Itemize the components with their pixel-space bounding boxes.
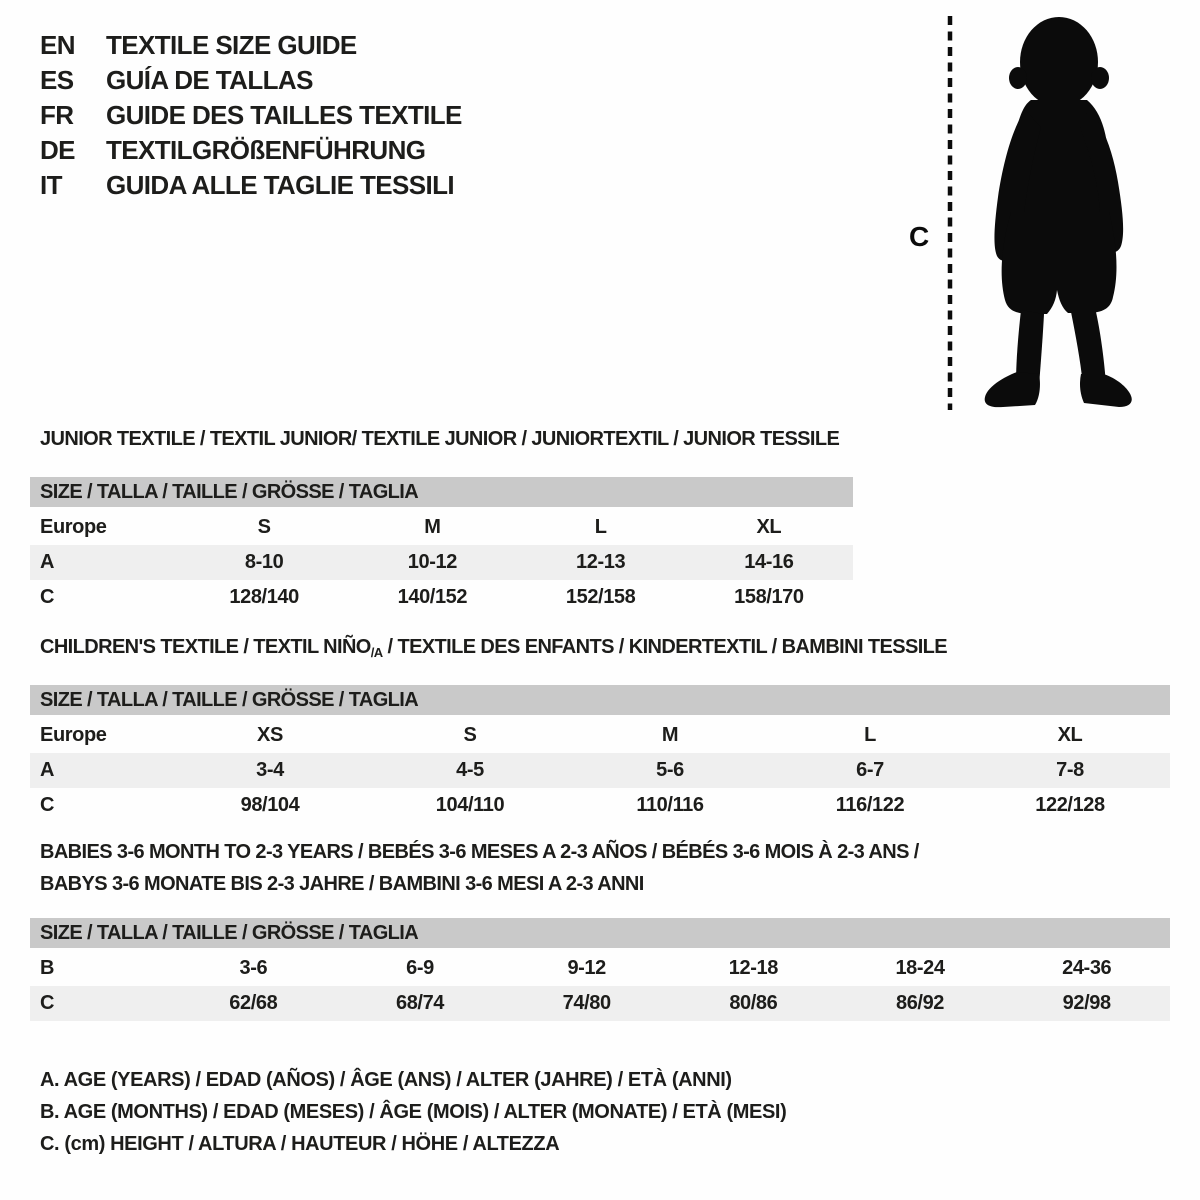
children-textile-section [30, 636, 1170, 823]
size-cell: 116/122 [835, 794, 905, 816]
row-label: A [40, 759, 55, 781]
language-title: TEXTILE SIZE GUIDE [106, 30, 357, 60]
language-row-it [40, 168, 462, 203]
toddler-silhouette-icon [985, 17, 1132, 407]
babies-section-title-line2: BABYS 3-6 MONATE BIS 2-3 JAHRE / BAMBINI 3-6 MESI A 2-3 ANNI [40, 873, 644, 895]
table-row-height [30, 986, 1170, 1021]
junior-size-table [30, 477, 853, 615]
size-cell: 9-12 [567, 957, 606, 979]
children-size-table [30, 685, 1170, 823]
size-cell: 140/152 [397, 586, 468, 608]
row-label: Europe [40, 516, 107, 538]
children-section-title [40, 636, 1170, 659]
size-cell: 98/104 [240, 794, 300, 816]
row-label: B [40, 957, 55, 979]
language-code: DE [40, 135, 75, 165]
language-code: ES [40, 65, 74, 95]
size-cell: L [594, 516, 607, 538]
size-cell: XS [257, 724, 283, 746]
size-cell: 128/140 [229, 586, 299, 608]
size-cell: 104/110 [435, 794, 505, 816]
language-row-fr [40, 98, 462, 133]
size-cell: S [463, 724, 477, 746]
table-row-age-months [30, 951, 1170, 986]
size-cell: 152/158 [565, 586, 636, 608]
size-cell: 14-16 [744, 551, 794, 573]
children-title-post: / TEXTILE DES ENFANTS / KINDERTEXTIL / BAMBINI TESSILE [382, 636, 948, 658]
language-title: GUÍA DE TALLAS [106, 65, 313, 95]
size-cell: M [661, 724, 679, 746]
table-row-age [30, 545, 853, 580]
size-cell: 86/92 [895, 992, 945, 1014]
table-row-height [30, 580, 853, 615]
babies-textile-section [30, 836, 1170, 1021]
size-table-header: SIZE / TALLA / TAILLE / GRÖSSE / TAGLIA [30, 918, 1170, 948]
size-cell: 80/86 [729, 992, 778, 1014]
language-code: FR [40, 100, 74, 130]
size-cell: 110/116 [636, 794, 704, 816]
language-row-en [40, 28, 462, 63]
legend-line-a: A. AGE (YEARS) / EDAD (AÑOS) / ÂGE (ANS) / ALTER (JAHRE) / ETÀ (ANNI) [40, 1068, 732, 1091]
row-label: C [40, 992, 55, 1014]
children-title-sub: /A [370, 645, 383, 660]
table-row-age [30, 753, 1170, 788]
size-cell: L [864, 724, 876, 746]
size-table-header: SIZE / TALLA / TAILLE / GRÖSSE / TAGLIA [30, 685, 1170, 715]
size-cell: 12-13 [576, 551, 626, 573]
row-label: C [40, 794, 55, 816]
language-title: GUIDA ALLE TAGLIE TESSILI [106, 170, 455, 200]
babies-section-title-line1: BABIES 3-6 MONTH TO 2-3 YEARS / BEBÉS 3-6 MESES A 2-3 AÑOS / BÉBÉS 3-6 MOIS À 2-3 ANS / [40, 841, 919, 863]
language-row-de [40, 133, 462, 168]
row-label: C [40, 586, 55, 608]
language-title: TEXTILGRÖßENFÜHRUNG [106, 135, 426, 165]
size-cell: XL [1057, 724, 1083, 746]
language-code: EN [40, 30, 75, 60]
height-label-c: C [909, 221, 930, 252]
language-title-list [40, 28, 462, 203]
size-table-header: SIZE / TALLA / TAILLE / GRÖSSE / TAGLIA [30, 477, 853, 507]
table-row-height [30, 788, 1170, 823]
size-cell: 3-6 [239, 957, 268, 979]
size-cell: 12-18 [728, 957, 778, 979]
row-label: Europe [40, 724, 107, 746]
size-cell: 62/68 [229, 992, 278, 1014]
size-cell: 7-8 [1056, 759, 1084, 781]
size-cell: 74/80 [562, 992, 611, 1014]
language-row-es [40, 63, 462, 98]
size-cell: 92/98 [1062, 992, 1111, 1014]
size-cell: 4-5 [456, 759, 484, 781]
language-code: IT [40, 170, 62, 200]
table-row-europe [30, 510, 853, 545]
size-cell: 24-36 [1062, 957, 1112, 979]
size-cell: S [257, 516, 271, 538]
legend-line-c: C. (cm) HEIGHT / ALTURA / HAUTEUR / HÖHE / ALTEZZA [40, 1132, 560, 1155]
height-measure-figure [893, 6, 1153, 418]
language-title: GUIDE DES TAILLES TEXTILE [106, 100, 462, 130]
size-cell: XL [756, 516, 782, 538]
size-cell: 68/74 [395, 992, 445, 1014]
table-row-europe [30, 718, 1170, 753]
babies-size-table [30, 918, 1170, 1021]
size-cell: 122/128 [1035, 794, 1105, 816]
size-cell: 158/170 [734, 586, 804, 608]
size-cell: 6-7 [856, 759, 884, 781]
size-cell: 8-10 [244, 551, 284, 573]
measurement-legend [40, 1064, 786, 1160]
size-cell: 5-6 [656, 759, 684, 781]
legend-line-b: B. AGE (MONTHS) / EDAD (MESES) / ÂGE (MOIS) / ALTER (MONATE) / ETÀ (MESI) [40, 1100, 787, 1123]
junior-section-title: JUNIOR TEXTILE / TEXTIL JUNIOR/ TEXTILE JUNIOR / JUNIORTEXTIL / JUNIOR TESSILE [40, 428, 840, 450]
size-cell: M [424, 516, 441, 538]
size-cell: 10-12 [407, 551, 457, 573]
size-cell: 18-24 [895, 957, 945, 979]
junior-textile-section [30, 428, 853, 615]
size-cell: 3-4 [256, 759, 284, 781]
size-cell: 6-9 [406, 957, 434, 979]
row-label: A [40, 551, 55, 573]
children-title-pre: CHILDREN'S TEXTILE / TEXTIL NIÑO [40, 636, 371, 658]
